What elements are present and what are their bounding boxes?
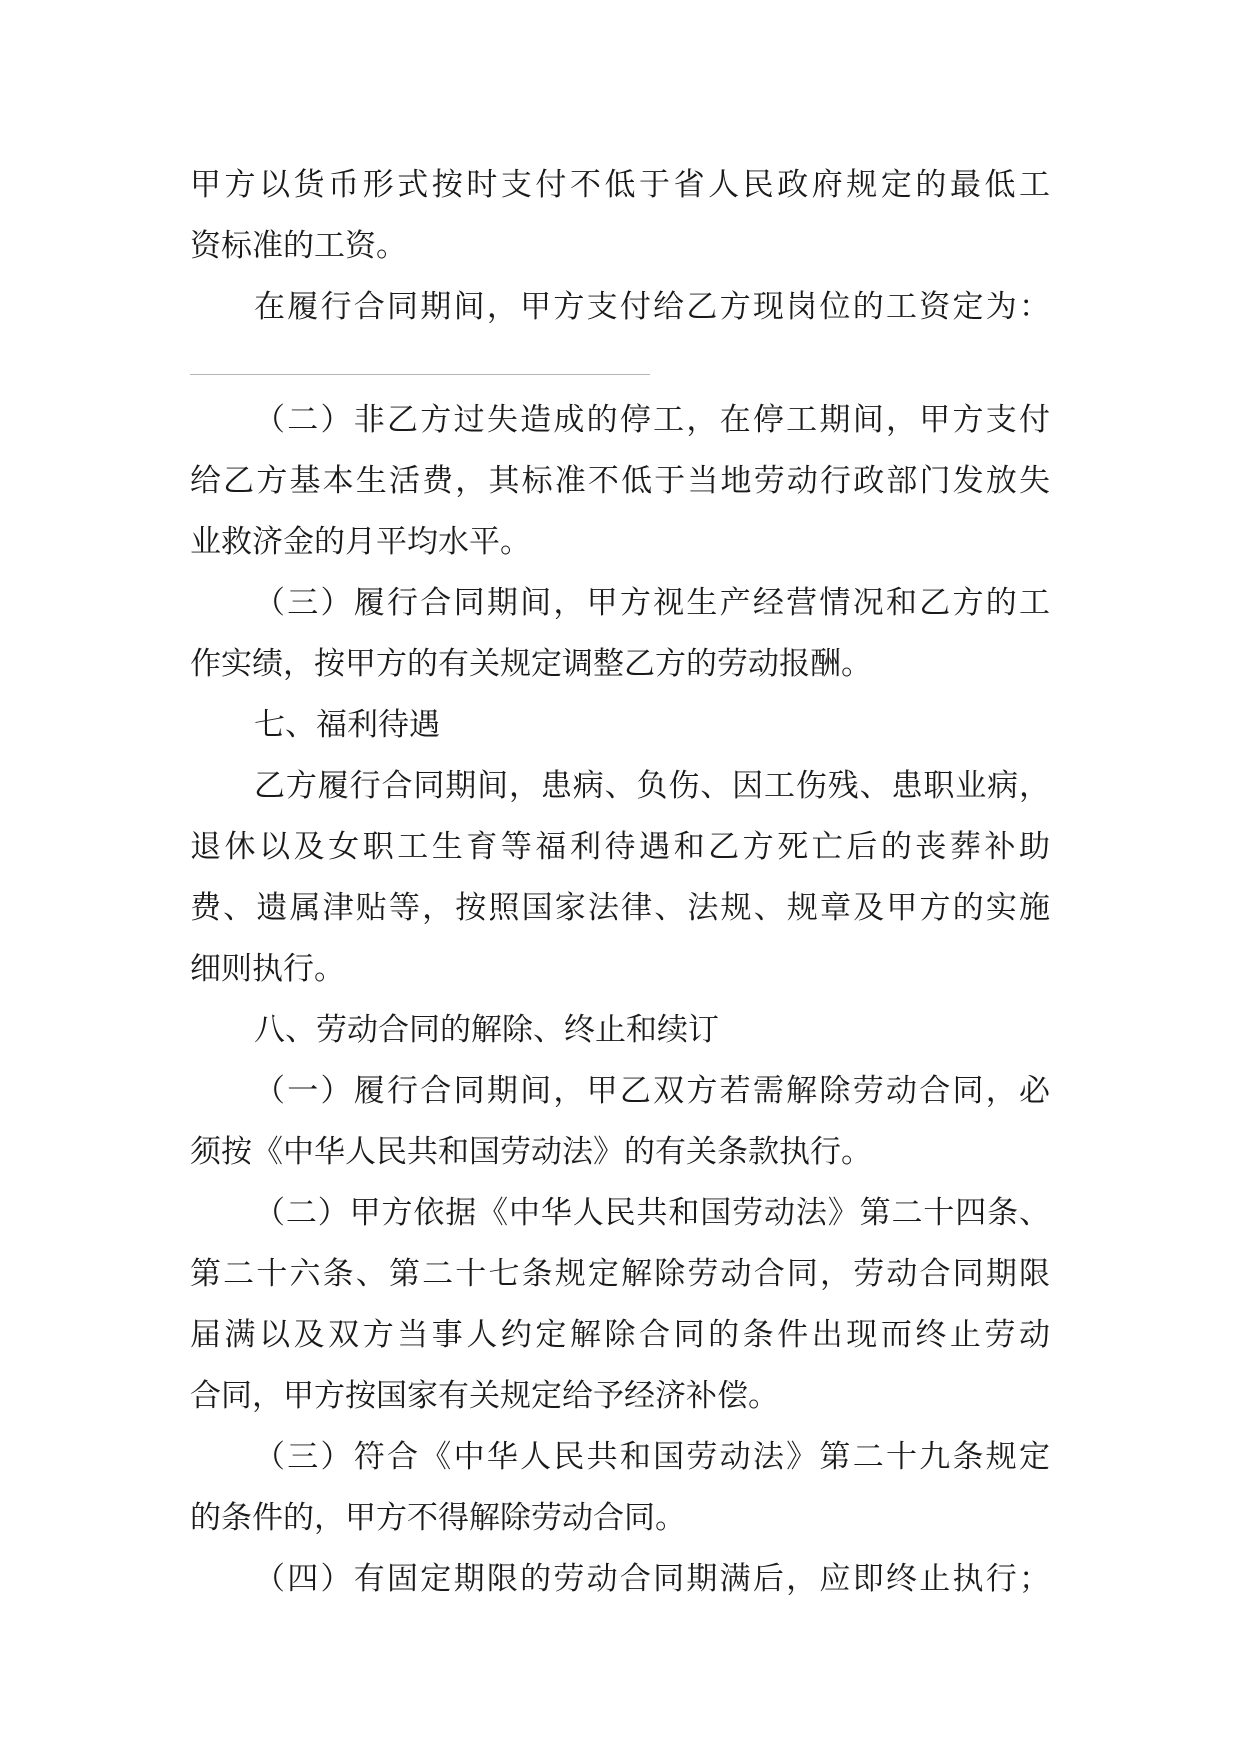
fill-in-blank-line <box>190 374 650 375</box>
paragraph-line: 的条件的，甲方不得解除劳动合同。 <box>190 1500 686 1536</box>
paragraph-line: 合同，甲方按国家有关规定给予经济补偿。 <box>190 1378 779 1414</box>
paragraph-line: （二）非乙方过失造成的停工，在停工期间，甲方支付 <box>254 402 1050 438</box>
paragraph-line: 作实绩，按甲方的有关规定调整乙方的劳动报酬。 <box>190 646 872 682</box>
paragraph-line: （三）履行合同期间，甲方视生产经营情况和乙方的工 <box>254 585 1050 621</box>
paragraph-line: 给乙方基本生活费，其标准不低于当地劳动行政部门发放失 <box>190 463 1050 499</box>
paragraph-line: 届满以及双方当事人约定解除合同的条件出现而终止劳动 <box>190 1317 1050 1353</box>
paragraph-line: 第二十六条、第二十七条规定解除劳动合同，劳动合同期限 <box>190 1256 1050 1292</box>
paragraph-line: 细则执行。 <box>190 951 345 987</box>
paragraph-line: 资标准的工资。 <box>190 228 407 264</box>
paragraph-line: （一）履行合同期间，甲乙双方若需解除劳动合同，必 <box>254 1073 1050 1109</box>
paragraph-line: 费、遗属津贴等，按照国家法律、法规、规章及甲方的实施 <box>190 890 1050 926</box>
paragraph-line: （三）符合《中华人民共和国劳动法》第二十九条规定 <box>254 1439 1050 1475</box>
paragraph-line: 须按《中华人民共和国劳动法》的有关条款执行。 <box>190 1134 872 1170</box>
paragraph-line: 退休以及女职工生育等福利待遇和乙方死亡后的丧葬补助 <box>190 829 1050 865</box>
paragraph-line: （四）有固定期限的劳动合同期满后，应即终止执行； <box>254 1561 1050 1597</box>
section-heading: 七、福利待遇 <box>254 707 440 743</box>
paragraph-line: 在履行合同期间，甲方支付给乙方现岗位的工资定为： <box>254 289 1050 325</box>
paragraph-line: 业救济金的月平均水平。 <box>190 524 531 560</box>
section-heading: 八、劳动合同的解除、终止和续订 <box>254 1012 719 1048</box>
paragraph-line: 甲方以货币形式按时支付不低于省人民政府规定的最低工 <box>190 167 1050 203</box>
paragraph-line: 乙方履行合同期间，患病、负伤、因工伤残、患职业病， <box>254 768 1050 804</box>
paragraph-line: （二）甲方依据《中华人民共和国劳动法》第二十四条、 <box>254 1195 1050 1231</box>
